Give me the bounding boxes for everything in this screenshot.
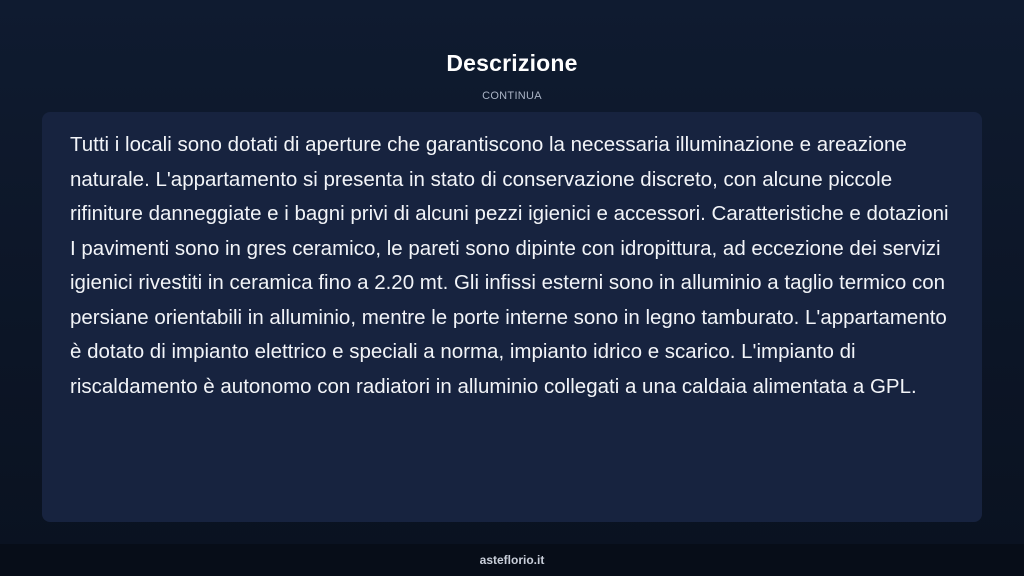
description-text: Tutti i locali sono dotati di aperture che garantiscono la necessaria illuminazione e areazione naturale. L'appartamento si presenta in stato di conservazione discreto, con alcune piccole rifiniture danneggiate e i bagni privi di alcuni pezzi igienici e accessori. Caratteristiche e dotazioni I pavimenti sono in gres ceramico, le pareti sono dipinte con idropittura, ad eccezione dei servizi igienici rivestiti in ceramica fino a 2.20 mt. Gli infissi esterni sono in alluminio a taglio termico con persiane orientabili in alluminio, mentre le porte interne sono in legno tamburato. L'appartamento è dotato di impianto elettrico e speciali a norma, impianto idrico e scarico. L'impianto di riscaldamento è autonomo con radiatori in alluminio collegati a una caldaia alimentata a GPL. <box>70 133 949 398</box>
footer-bar <box>0 544 1024 576</box>
site-name: asteflorio.it <box>479 553 545 567</box>
description-card <box>42 112 982 522</box>
continue-label[interactable]: CONTINUA <box>482 90 542 102</box>
page-title: Descrizione <box>446 50 578 76</box>
